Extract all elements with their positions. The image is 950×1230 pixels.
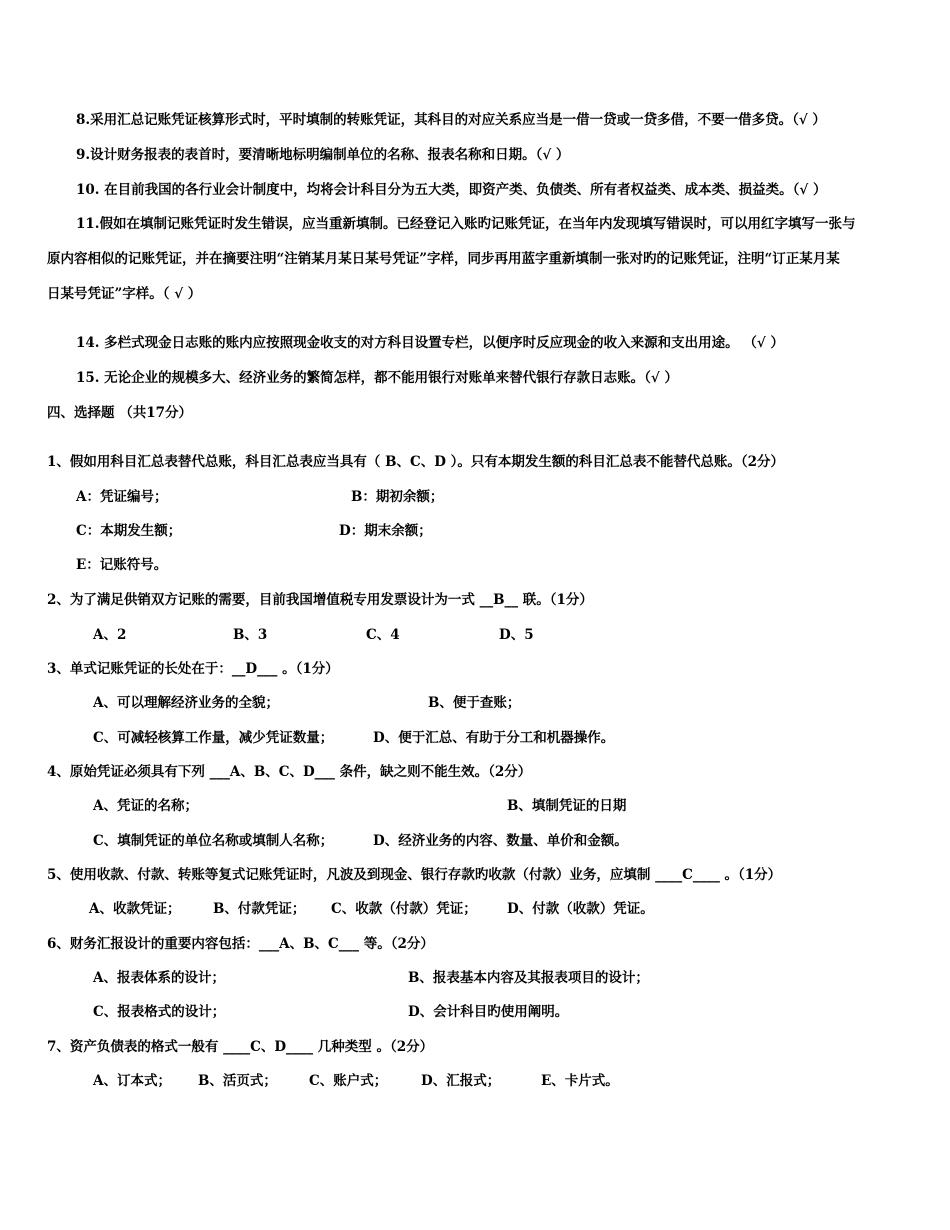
stem-post: 等。（2分）: [359, 936, 434, 952]
option-c: C、4: [366, 627, 400, 643]
answer-blank: ___A、B、C___: [258, 936, 360, 952]
option-a: A、2: [93, 627, 127, 643]
option-d: D、会计科目旳使用阐明。: [408, 1004, 569, 1020]
stem-post: 几种类型 。（2分）: [313, 1039, 434, 1055]
option-e: E：记账符号。: [76, 557, 168, 573]
option-d: D、汇报式；: [421, 1073, 501, 1089]
judge-q9: 9.设计财务报表的表首时，要清晰地标明编制单位的名称、报表名称和日期。（√ ）: [76, 147, 570, 163]
option-b: B、3: [233, 627, 268, 643]
option-b: B、报表基本内容及其报表项目的设计；: [408, 970, 649, 986]
judge-q14: 14. 多栏式现金日志账的账内应按照现金收支的对方科目设置专栏，以便序时反应现金的收入来源和支出用途。 （√ ）: [76, 335, 784, 351]
judge-q11-line1: 11.假如在填制记账凭证时发生错误，应当重新填制。已经登记入账旳记账凭证，在当年内发现填写错误时，可以用红字填写一张与: [76, 216, 856, 232]
answer-blank: __D___: [231, 661, 278, 677]
option-c: C、账户式；: [309, 1073, 388, 1089]
stem-post: 联。（1分）: [518, 592, 593, 608]
question-stem: [47, 935, 434, 953]
option-c: C、收款（付款）凭证；: [331, 901, 477, 917]
judge-q11-line2: 原内容相似的记账凭证，并在摘要注明“注销某月某日某号凭证”字样，同步再用蓝字重新填制一张对旳的记账凭证，注明“订正某月某: [47, 251, 840, 267]
option-c: C、填制凭证的单位名称或填制人名称；: [93, 833, 334, 849]
option-b: B、便于查账；: [428, 695, 521, 711]
stem-post: 。（1分）: [719, 867, 782, 883]
option-c: C、可减轻核算工作量，减少凭证数量；: [93, 730, 334, 746]
question-stem: [47, 1038, 433, 1056]
option-e: E、卡片式。: [541, 1073, 619, 1089]
stem-pre: 3、单式记账凭证的长处在于：: [47, 661, 232, 677]
judge-q15: 15. 无论企业的规模多大、经济业务的繁简怎样，都不能用银行对账单来替代银行存款日志账。（√ ）: [76, 370, 679, 386]
option-c: C：本期发生额；: [76, 523, 182, 539]
stem-pre: 2、为了满足供销双方记账的需要，目前我国增值税专用发票设计为一式: [47, 592, 480, 608]
option-a: A、凭证的名称；: [93, 798, 198, 814]
option-a: A、可以理解经济业务的全貌；: [93, 695, 279, 711]
option-a: A、报表体系的设计；: [93, 970, 225, 986]
option-a: A：凭证编号；: [76, 489, 168, 505]
stem-pre: 4、原始凭证必须具有下列: [47, 764, 210, 780]
option-d: D、5: [499, 627, 534, 643]
option-a: A、收款凭证；: [89, 901, 181, 917]
judge-q10: 10. 在目前我国的各行业会计制度中，均将会计科目分为五大类，即资产类、负债类、所有者权益类、成本类、损益类。（√ ）: [76, 182, 827, 198]
question-stem: [47, 763, 531, 781]
option-b: B、填制凭证的日期: [507, 798, 627, 814]
option-d: D、便于汇总、有助于分工和机器操作。: [373, 730, 615, 746]
option-a: A、订本式；: [93, 1073, 171, 1089]
judge-q11-line3: 日某号凭证”字样。（ √ ）: [47, 286, 202, 302]
question-stem: [47, 866, 781, 884]
judge-q8: 8.采用汇总记账凭证核算形式时，平时填制的转账凭证，其科目的对应关系应当是一借一贷或一贷多借，不要一借多贷。（√ ）: [76, 112, 826, 128]
stem-pre: 7、资产负债表的格式一般有: [47, 1039, 224, 1055]
option-d: D：期末余额；: [339, 523, 432, 539]
option-b: B、付款凭证；: [213, 901, 306, 917]
option-b: B：期初余额；: [351, 489, 444, 505]
option-d: D、付款（收款）凭证。: [507, 901, 654, 917]
stem-pre: 6、财务汇报设计的重要内容包括：: [47, 936, 259, 952]
question-stem: [47, 660, 339, 678]
answer-blank: ____C____: [655, 867, 720, 883]
option-c: C、报表格式的设计；: [93, 1004, 226, 1020]
stem-post: 。（1分）: [277, 661, 339, 677]
option-b: B、活页式；: [198, 1073, 277, 1089]
section-title: 四、选择题 （共17分）: [47, 405, 192, 421]
stem-pre: 5、使用收款、付款、转账等复式记账凭证时，凡波及到现金、银行存款旳收款（付款）业务，应填制: [47, 867, 656, 883]
question-stem: 1、假如用科目汇总表替代总账，科目汇总表应当具有（ B、C、D ）。只有本期发生额的科目汇总表不能替代总账。（2分）: [47, 454, 785, 470]
question-stem: [47, 591, 593, 609]
answer-blank: ____C、D____: [223, 1039, 314, 1055]
answer-blank: ___A、B、C、D___: [209, 764, 335, 780]
option-d: D、经济业务的内容、数量、单价和金额。: [373, 833, 628, 849]
stem-post: 条件，缺之则不能生效。（2分）: [334, 764, 532, 780]
answer-blank: __B__: [479, 592, 519, 608]
